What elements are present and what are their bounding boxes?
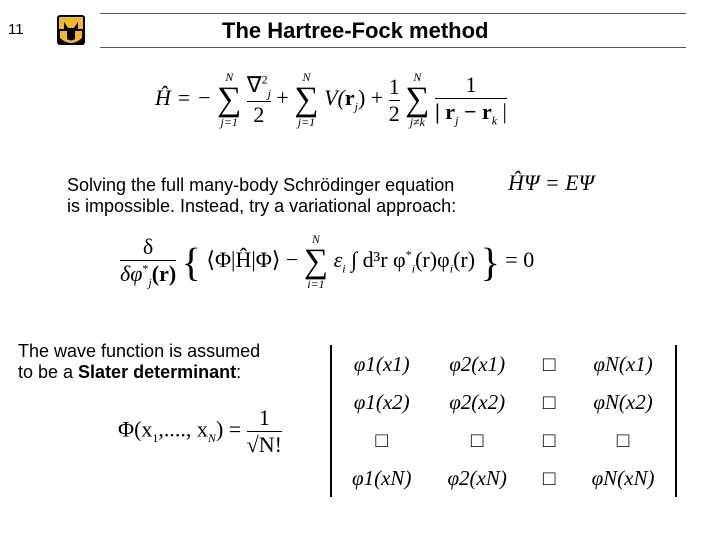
determinant-row: [334, 345, 673, 383]
potential-v: V(: [324, 85, 345, 111]
determinant-cell: □: [616, 427, 630, 452]
integral: ∫ d³r φ: [351, 247, 406, 273]
coulomb-fraction: [435, 72, 507, 128]
sum-bottom-3: j≠k: [409, 115, 425, 129]
sum-bottom-4: i=1: [307, 277, 325, 291]
nabla-sup: 2: [261, 72, 268, 87]
delta-den-sup: *: [142, 261, 149, 276]
norm-den: √N!: [246, 432, 282, 457]
coulomb-num: 1: [465, 71, 477, 97]
intro-line-1: Solving the full many-body Schrödinger equation: [67, 175, 455, 195]
determinant-cell: φ1(x1): [353, 351, 410, 376]
sum-top: N: [225, 70, 234, 84]
epsilon: ε: [333, 247, 343, 273]
variation-fraction: [120, 234, 176, 290]
phi-lhs: Φ(x: [118, 416, 153, 442]
determinant-cell: φN(xN): [591, 465, 655, 490]
half-den: 2: [388, 100, 400, 126]
determinant-row: [334, 383, 673, 421]
sum-symbol: N ∑ j=1: [217, 70, 242, 129]
plus-sign-2: +: [370, 85, 384, 111]
slater-intro-text: [18, 341, 260, 383]
half-num: 1: [388, 73, 400, 99]
determinant-cell: φN(x1): [593, 351, 653, 376]
coulomb-j: j: [455, 113, 459, 128]
determinant-cell: φ1(xN): [352, 465, 412, 490]
schrodinger-equation: ĤΨ = EΨ: [508, 170, 595, 195]
normalization-fraction: [247, 405, 282, 458]
sum-symbol-4: N ∑ i=1: [303, 232, 329, 291]
epsilon-sub: i: [342, 261, 346, 276]
determinant-row: [334, 421, 673, 459]
determinant-cell: □: [542, 427, 556, 452]
determinant-row: [334, 459, 673, 497]
kinetic-fraction: [247, 72, 271, 128]
hamiltonian-equation: [155, 70, 507, 130]
coulomb-bar-end: |: [497, 98, 507, 124]
slide-number: 11: [8, 21, 24, 38]
determinant-cell: φ2(xN): [447, 465, 507, 490]
variational-equation: [120, 232, 534, 292]
norm-num: 1: [258, 405, 270, 430]
sum-top-3: N: [413, 70, 422, 84]
phi-sub: i: [411, 261, 416, 276]
delta-den: δφ: [120, 260, 143, 286]
equals-zero: = 0: [505, 247, 535, 273]
nabla: ∇: [246, 71, 262, 97]
slater-line-2-prefix: to be a: [18, 362, 79, 382]
delta-den-r: (r): [151, 260, 177, 286]
hamiltonian-lhs: Ĥ = −: [155, 85, 212, 111]
determinant-cell: □: [542, 389, 556, 414]
half-fraction: [389, 74, 400, 127]
brace-close: }: [480, 239, 500, 285]
determinant-cell: □: [470, 427, 484, 452]
coulomb-rj: | r: [434, 98, 456, 124]
sum-symbol-2: N ∑ j=1: [294, 70, 319, 129]
phi-lhs-mid: ,...., x: [158, 416, 208, 442]
slater-line-1: The wave function is assumed: [18, 341, 261, 361]
determinant-cell: φ2(x1): [449, 351, 506, 376]
determinant-cell: □: [542, 351, 556, 376]
sum-bottom-2: j=1: [297, 115, 316, 129]
slater-determinant-term: Slater determinant: [78, 362, 237, 382]
slater-line-2-suffix: :: [236, 362, 242, 382]
intro-line-2: is impossible. Instead, try a variational approach:: [67, 196, 457, 216]
phi-lhs-subn: N: [207, 430, 216, 445]
sum-bottom: j=1: [220, 115, 238, 129]
potential-r: r: [344, 85, 355, 111]
potential-sub: j: [354, 99, 358, 114]
slater-lhs: [118, 405, 282, 458]
coulomb-rk: − r: [458, 98, 492, 124]
plus-sign: +: [276, 85, 289, 111]
determinant-cell: □: [375, 427, 389, 452]
kinetic-den: 2: [253, 102, 265, 128]
nabla-sub: j: [267, 86, 271, 101]
coulomb-k: k: [491, 113, 498, 128]
sum-top-2: N: [302, 70, 311, 84]
title-rule-top: [100, 13, 686, 14]
potential-close: ): [357, 85, 366, 111]
determinant-cell: φ1(x2): [353, 389, 410, 414]
mizzou-logo: [56, 14, 86, 46]
expectation-value: ⟨Φ|Ĥ|Φ⟩ −: [206, 247, 299, 273]
phi-rest: (r)φ: [415, 247, 450, 273]
phi-rest-sub: i: [449, 261, 454, 276]
slater-determinant-matrix: [330, 345, 677, 497]
determinant-cell: □: [542, 465, 556, 490]
phi-rest-2: (r): [453, 247, 476, 273]
phi-lhs-sub1: 1: [152, 430, 159, 445]
determinant-cell: φ2(x2): [449, 389, 506, 414]
phi-sup: *: [405, 247, 412, 262]
phi-lhs-close: ) =: [215, 416, 242, 442]
sum-symbol-3: N ∑ j≠k: [405, 70, 430, 129]
sum-top-4: N: [311, 232, 320, 246]
determinant-cell: φN(x2): [593, 389, 653, 414]
delta-den-sub: j: [148, 275, 152, 290]
title-rule-bottom: [100, 47, 686, 48]
delta-num: δ: [142, 233, 154, 259]
variational-intro-text: [67, 175, 456, 217]
brace-open: {: [181, 239, 201, 285]
page-title: The Hartree-Fock method: [222, 18, 489, 43]
determinant-table: [334, 345, 673, 497]
slater-line-2: [18, 362, 260, 383]
